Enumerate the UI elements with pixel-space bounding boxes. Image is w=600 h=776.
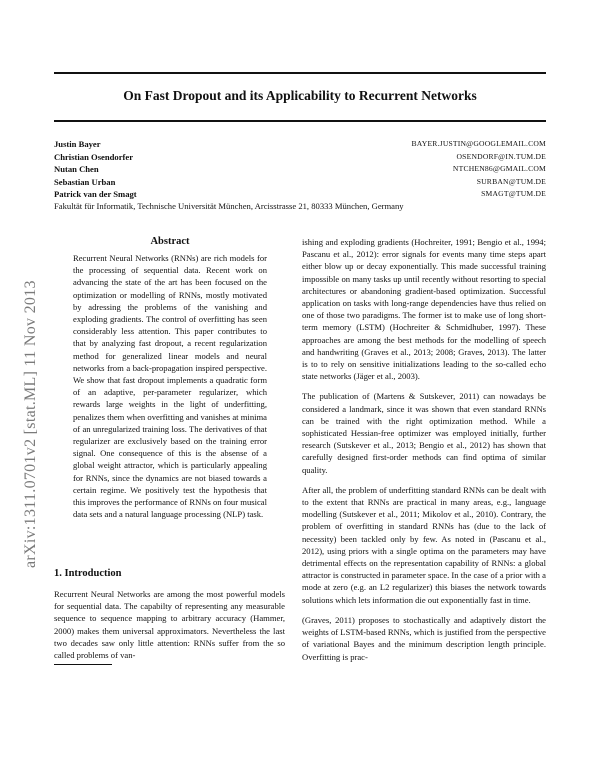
footnote-rule <box>54 664 112 665</box>
author-email: OSENDORF@IN.TUM.DE <box>456 151 546 161</box>
author-email: SURBAN@TUM.DE <box>476 176 546 186</box>
body-paragraph: The publication of (Martens & Sutskever, 2011) can nowadays be considered a landmark, since it was shown that even standard RNNs can be trained with the right optimization method. While a sophisticated Hessian-free optimizer was employed initially, further research (Sutskever et al., 2013; Bengio et al., 2012) has shown that carefully designed first-order methods can find optima of similar quality. <box>302 391 546 475</box>
author-email: SMAGT@TUM.DE <box>481 189 546 199</box>
arxiv-identifier: arXiv:1311.0701v2 [stat.ML] 11 Nov 2013 <box>22 280 39 568</box>
abstract-heading: Abstract <box>150 236 190 247</box>
author-row <box>54 176 546 189</box>
section-heading-introduction: 1. Introduction <box>54 568 122 579</box>
title-bottom-rule <box>54 120 546 122</box>
title-top-rule <box>54 72 546 74</box>
affiliation: Fakultät für Informatik, Technische Universität München, Arcisstrasse 21, 80333 München, Germany <box>54 201 404 211</box>
author-name: Sebastian Urban <box>54 176 116 187</box>
author-name: Patrick van der Smagt <box>54 189 137 200</box>
abstract-text: Recurrent Neural Networks (RNNs) are rich models for the processing of sequential data. Recent work on advancing the state of the art has been focused on the optimization or modelling of RNNs, mostly motivated by adressing the problems of the vanishing and exploding gradients. The control of overfitting has seen considerably less attention. This paper contributes to that by analyzing fast dropout, a recent regularization method for generalized linear models and neural networks from a back-propagation inspired perspective. We show that fast dropout implements a quadratic form of an adaptive, per-parameter regularizer, which rewards large weights in the light of underfitting, penalizes them when overfitting and vanishes at minima of an unregularized training loss. The derivatives of that regularizer are exclusively based on the training error signal. One consequence of this is the absense of a global weight attractor, which is particularly appealing for RNNs, since the dynamics are not biased towards a certain regime. We positively test the hypothesis that this improves the performance of RNNs on four musical data sets and a natural language processing (NLP) task. <box>73 253 267 520</box>
author-name: Nutan Chen <box>54 164 99 175</box>
author-name: Christian Osendorfer <box>54 151 134 162</box>
author-name: Justin Bayer <box>54 139 101 149</box>
author-row <box>54 138 546 151</box>
introduction-text: Recurrent Neural Networks are among the most powerful models for sequential data. The capabilty of representing any measurable sequence to sequence mapping to arbitrary accuracy (Hammer, 2000) makes them universal approximators. Nevertheless the last two decades saw only little attention: RNNs suffer from the so called problems of van- <box>54 589 285 661</box>
paper-title: On Fast Dropout and its Applicability to Recurrent Networks <box>123 88 477 103</box>
author-row <box>54 188 546 201</box>
body-paragraph: ishing and exploding gradients (Hochreiter, 1991; Bengio et al., 1994; Pascanu et al., 2012): error signals for events many time steps apart either blow up or decay exponentially. This made successful training impossible on many tasks up until recently without resorting to special architectures or abandoning gradient-based optimization. Successful application on tasks with long-range dependencies have thus relied on one of those two paradigms. The former ist to make use of long short-term memory (LSTM) (Hochreiter & Schmidhuber, 1997). These approaches are among the best methods for the modelling of speech and handwriting (Graves et al., 2013; 2008; Graves, 2013). The latter is to to rely on sensitive initializations leading to the so-called echo state networks (Jäger et al., 2003). <box>302 237 546 382</box>
author-list <box>54 138 546 201</box>
body-paragraph: (Graves, 2011) proposes to stochastically and adaptively distort the weights of LSTM-based RNNs, which is justified from the perspective of variational Bayes and the minimum description length principle. Overfitting is prac- <box>302 614 546 662</box>
author-email: BAYER.JUSTIN@GOOGLEMAIL.COM <box>411 139 546 148</box>
body-paragraph: After all, the problem of underfitting standard RNNs can be dealt with to the extent that RNNs are practical in many areas, e.g., language modelling (Sutskever et al., 2011; Mikolov et al., 2010). Contrary, the problem of overfitting in standard RNNs has (due to the lack of necessity) been tackled only by few. As noted in (Pascanu et al., 2012), using priors with a single optima on the parameters may have detrimental effects on the representation capability of RNNs: a global attractor is constructed in parameter space. In the case of a prior with a mode at zero (e.g. an L2 regularizer) this biases the network towards solutions which lets information die out exponentially fast in time. <box>302 484 546 605</box>
author-email: NTCHEN86@GMAIL.COM <box>452 164 546 174</box>
author-row <box>54 151 546 164</box>
right-column <box>302 236 546 671</box>
author-row <box>54 163 546 176</box>
